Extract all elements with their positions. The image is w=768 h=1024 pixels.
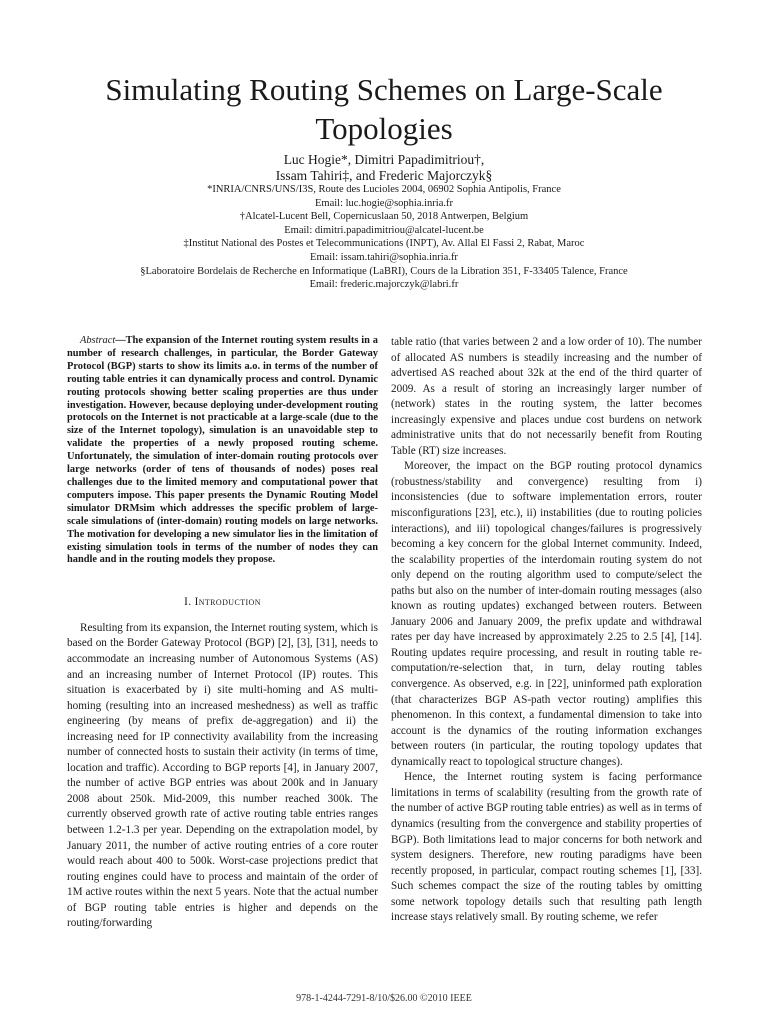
affiliation-alcatel: †Alcatel-Lucent Bell, Copernicuslaan 50, 2018 Antwerpen, Belgium [239, 211, 529, 223]
abstract-label: Abstract [80, 335, 116, 346]
right-column [391, 335, 702, 926]
intro-paragraph-2: table ratio (that varies between 2 and a low order of 10). The number of allocated AS numbers is steadily increasing and the number of advertised AS reached about 32k at the end of the third quarter of 2009. As a result of storing an increasingly larger number of (network) states in the routing system, the latter becomes increasingly expensive and places undue cost burdens on network administrative units that do not necessarily benefit from Routing Table (RT) size increases. [391, 336, 702, 457]
affiliation-labri: §Laboratoire Bordelais de Recherche en Informatique (LaBRI), Cours de la Libration 351, F-33405 Talence, France [140, 265, 628, 277]
author-line-1: Luc Hogie*, Dimitri Papadimitriou†, [283, 152, 485, 167]
abstract [67, 335, 378, 567]
affiliations [40, 183, 728, 292]
email-papadimitriou: Email: dimitri.papadimitriou@alcatel-lucent.be [284, 224, 484, 236]
affiliation-inria: *INRIA/CNRS/UNS/I3S, Route des Lucioles 2004, 06902 Sophia Antipolis, France [207, 184, 561, 195]
author-line-2: Issam Tahiri‡, and Frederic Majorczyk§ [275, 168, 493, 183]
copyright-footer: 978-1-4244-7291-8/10/$26.00 ©2010 IEEE [296, 993, 472, 1004]
author-list [60, 152, 708, 184]
intro-paragraph-4: Hence, the Internet routing system is facing performance limitations in terms of scalability (resulting from the growth rate of the number of active BGP routing table entries) as well as in terms of dynamics (resulting from the convergence and stability properties of BGP). Both limitations lead to major concerns for both network and system designers. Therefore, new routing paradigms have been recently proposed, in particular, compact routing schemes [1], [33]. Such schemes compact the size of the routing tables by omitting some network topology details such that resulting path length increase stays relatively small. By routing scheme, we refer [391, 771, 702, 924]
email-majorczyk: Email: frederic.majorczyk@labri.fr [309, 279, 459, 291]
email-tahiri: Email: issam.tahiri@sophia.inria.fr [310, 251, 458, 263]
email-hogie: Email: luc.hogie@sophia.inria.fr [315, 197, 453, 209]
intro-paragraph-3: Moreover, the impact on the BGP routing protocol dynamics (robustness/stability and convergence) resulting from i) inconsistencies (due to software implementation errors, router misconfigurations [23], etc.), ii) instabilities (due to routing policies interactions), and iii) topological changes/failures is progressively becoming a key concern for the global Internet community. Indeed, the scalability properties of the interdomain routing system do not only depend on the routing algorithm used to compute/select the paths but also on the number of inter-domain routing messages (also known as routing updates) exchanged between routers. Between January 2006 and January 2009, the prefix update and withdrawal rates per day have increased by approximately 2.25 to 2.5 [4], [14]. Routing updates require processing, and result in routing table re-computation/re-selection that, in turn, delay routing tables convergence. As observed, e.g. in [22], uninformed path exploration (that characterizes BGP AS-path vector routing) amplifies this phenomenon. In this context, a fundamental dimension to take into account is the dynamics of the routing information exchanges between routers (in particular, the routing topology updates that dynamically react to topological structure changes). [391, 460, 702, 768]
abstract-text: —The expansion of the Internet routing system results in a number of research challenges, in particular, the Border Gateway Protocol (BGP) starts to show its limits a.o. in terms of the number of routing table entries it can dynamically process and control. Dynamic routing protocols showing better scaling properties are thus under investigation. However, because deploying under-development routing protocols on the Internet is not practicable at a large-scale (due to the size of the Internet topology), simulation is an unavoidable step to validate the properties of a newly proposed routing scheme. Unfortunately, the simulation of inter-domain routing protocols over large networks (order of tens of thousands of nodes) poses real challenges due to the limited memory and computational power that computers impose. This paper presents the Dynamic Routing Model simulator DRMsim which addresses the specific problem of large-scale simulations of (inter-domain) routing models on large networks. The motivation for developing a new simulator lies in the limitation of existing simulation tools in terms of the number of nodes they can handle and in the routing models they propose. [67, 335, 378, 566]
left-column [67, 335, 378, 932]
affiliation-inpt: ‡Institut National des Postes et Telecommunications (INPT), Av. Allal El Fassi 2, Rabat, Maroc [183, 238, 585, 250]
section-heading-introduction: I. Introduction [184, 596, 261, 609]
paper-title: Simulating Routing Schemes on Large-Scale Topologies [105, 72, 663, 146]
intro-paragraph-1: Resulting from its expansion, the Internet routing system, which is based on the Border Gateway Protocol (BGP) [2], [3], [31], needs to accommodate an increasing number of Autonomous Systems (AS) and an increasing number of Internet Protocol (IP) routes. This situation is exacerbated by i) site multi-homing and AS multi-homing (resulting into an increased meshedness) as well as traffic engineering (by means of prefix de-aggregation) and ii) the increasing need for IP connectivity availability from the increasing number of connected hosts to sustain their activity (in terms of time, location and traffic). According to BGP reports [4], in January 2007, the number of active BGP entries was about 200k and in January 2008 about 250k. Mid-2009, this number reached 300k. The currently observed growth rate of active routing table entries ranges between 1.2-1.3 per year. Depending on the extrapolation model, by January 2011, the number of active routing entries of a core router would reach about 400 to 500k. Worst-case projections predict that routing engines could have to process and maintain of the order of 1M active routes within the next 5 years. Note that the actual number of BGP routing table entries is higher and depends on the routing/forwarding [67, 621, 378, 930]
